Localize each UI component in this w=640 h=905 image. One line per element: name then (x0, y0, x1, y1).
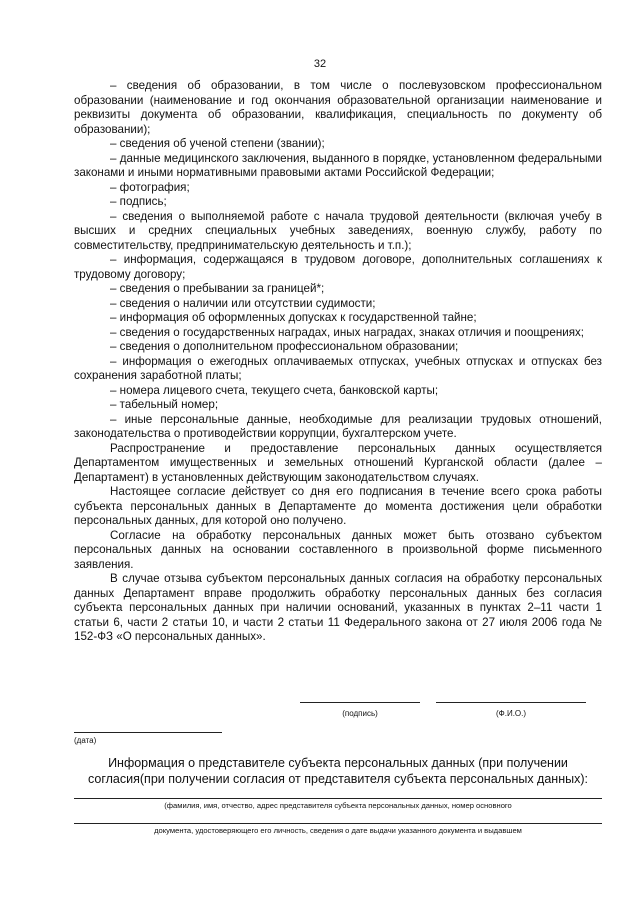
paragraph: – иные персональные данные, необходимые для реализации трудовых отношений, законодательства о противодействии коррупции, бухгалтерском учете. (74, 412, 602, 440)
paragraph: – фотография; (110, 180, 190, 194)
paragraph: – сведения о выполняемой работе с начала трудовой деятельности (включая учебу в высших и средних специальных учебных заведениях, военную службу, работу по совместительству, предпринимательскую деятельность и т.п.); (74, 209, 602, 252)
representative-caption: (фамилия, имя, отчество, адрес представителя субъекта персональных данных, номер основного (164, 801, 512, 810)
name-line (436, 702, 586, 703)
paragraph: – данные медицинского заключения, выданного в порядке, установленном федеральными законами и иными нормативными правовыми актами Российской Федерации; (74, 151, 602, 179)
page-number: 32 (313, 58, 327, 70)
paragraph: – информация об оформленных допусках к государственной тайне; (110, 311, 477, 324)
signature-line (300, 702, 420, 703)
representative-line (74, 798, 602, 799)
paragraph: – подпись; (110, 195, 167, 208)
paragraph: Распространение и предоставление персональных данных осуществляется Департаментом имущественных и земельных отношений Курганской области (далее – Департамент) в установленных действующим законодательством случаях. (74, 441, 602, 484)
representative-caption: документа, удостоверяющего его личность, сведения о дате выдачи указанного документа и выдавшем (154, 826, 522, 835)
document-body (74, 79, 602, 645)
paragraph: – сведения о государственных наградах, иных наградах, знаках отличия и поощрениях; (110, 325, 585, 339)
paragraph: – сведения о пребывании за границей*; (110, 282, 325, 295)
paragraph: – номера лицевого счета, текущего счета, банковской карты; (110, 383, 439, 397)
date-caption: (дата) (74, 736, 97, 745)
representative-line (74, 823, 602, 824)
paragraph: – сведения о наличии или отсутствии судимости; (110, 296, 376, 310)
paragraph: – информация, содержащаяся в трудовом договоре, дополнительных соглашениях к трудовому договору; (74, 253, 602, 281)
paragraph: – сведения об ученой степени (звании); (110, 137, 325, 150)
paragraph: – табельный номер; (110, 398, 219, 411)
paragraph: Настоящее согласие действует со дня его подписания в течение всего срока работы субъекта персональных данных в Департаменте до момента достижения цели обработки персональных данных, для которой оно получено. (74, 485, 602, 527)
paragraph: – информация о ежегодных оплачиваемых отпусках, учебных отпусках и отпусках без сохранения заработной платы; (74, 354, 602, 382)
paragraph: – сведения о дополнительном профессиональном образовании; (110, 340, 459, 353)
date-line (74, 732, 222, 733)
paragraph: В случае отзыва субъектом персональных данных согласия на обработку персональных данных Департамент вправе продолжить обработку персональных данных без согласия субъекта персональных данных при наличии оснований, указанных в пунктах 2–11 части 1 статьи 6, части 2 статьи 10, и части 2 статьи 11 Федерального закона от 27 июля 2006 года № 152-ФЗ «О персональных данных». (74, 572, 602, 643)
name-caption: (Ф.И.О.) (495, 709, 527, 718)
representative-heading: Информация о представителе субъекта персональных данных (при получении согласия(при получении согласия от представителя субъекта персональных данных): (88, 756, 588, 786)
signature-caption: (подпись) (342, 709, 378, 718)
paragraph: – сведения об образовании, в том числе о послевузовском профессиональном образовании (наименование и год окончания образовательной организации наименование и реквизиты документа об образовании, квалификация, специальность по документу об образовании); (74, 79, 602, 136)
signature-area (0, 698, 640, 758)
paragraph: Согласие на обработку персональных данных может быть отозвано субъектом персональных данных на основании составленного в произвольной форме письменного заявления. (74, 528, 602, 571)
